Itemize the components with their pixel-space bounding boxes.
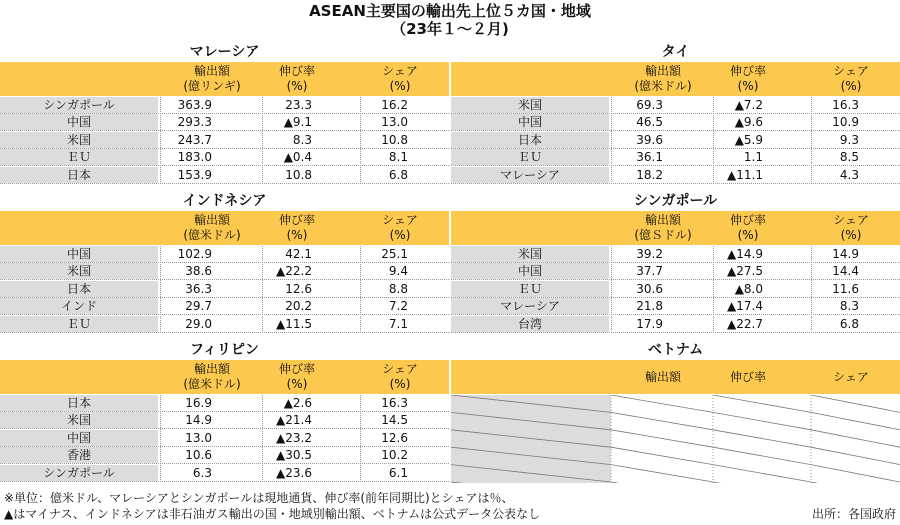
column-header: 輸出額 (億米ドル) [183, 213, 241, 242]
cell-value: 37.7 [636, 264, 663, 279]
cell-share: 8.1 [388, 150, 408, 165]
cell-value: 363.9 [177, 98, 212, 112]
row-label: 中国 [451, 263, 609, 279]
cell-share: 14.5 [381, 413, 408, 428]
cell-growth: ▲0.4 [283, 150, 312, 165]
column-header: 輸出額 (億米ドル) [634, 64, 692, 93]
footnote-line-1: ※単位：億米ドル、マレーシアとシンガポールは現地通貨、伸び率(前年同期比)とシェアは％、 [4, 491, 514, 505]
section-table [451, 193, 900, 338]
cell-growth: ▲11.1 [727, 167, 763, 182]
row-label: 中国 [0, 246, 158, 262]
table-row [0, 430, 449, 447]
column-divider [811, 97, 812, 184]
column-header: シェア [833, 370, 869, 384]
column-header: シェア (%) [833, 213, 869, 242]
row-label: ＥＵ [0, 149, 158, 165]
column-header: 伸び率 (%) [278, 213, 315, 242]
table-row [451, 298, 900, 315]
column-header: 伸び率 (%) [729, 64, 766, 93]
cell-growth: ▲14.9 [727, 247, 763, 261]
row-divider [0, 332, 449, 333]
cell-share: 10.9 [832, 115, 859, 130]
row-label: 米国 [451, 97, 609, 113]
hatch-cell [713, 395, 811, 483]
section-table [0, 342, 449, 487]
cell-value: 153.9 [177, 167, 212, 182]
table-header [0, 211, 449, 245]
table-row [451, 246, 900, 263]
row-label: シンガポール [0, 465, 158, 481]
cell-share: 6.8 [839, 316, 859, 331]
cell-share: 7.2 [388, 299, 408, 314]
cell-share: 14.4 [832, 264, 859, 279]
cell-growth: ▲22.2 [276, 264, 312, 279]
table-row [0, 97, 449, 114]
cell-value: 39.2 [636, 247, 663, 261]
table-header [451, 211, 900, 245]
section-title: マレーシア [189, 44, 260, 60]
cell-value: 36.1 [636, 150, 663, 165]
cell-share: 16.3 [381, 396, 408, 410]
cell-share: 11.6 [832, 281, 859, 296]
column-divider [713, 97, 714, 184]
row-divider [451, 183, 900, 184]
row-label: 日本 [451, 132, 609, 148]
cell-value: 13.0 [185, 430, 212, 445]
cell-growth: ▲27.5 [727, 264, 763, 279]
table-header [0, 62, 449, 96]
table-row [0, 263, 449, 280]
no-data-hatch [451, 395, 900, 483]
column-divider [360, 246, 361, 333]
cell-share: 4.3 [839, 167, 859, 182]
cell-value: 14.9 [185, 413, 212, 428]
row-label: ＥＵ [0, 316, 158, 332]
table-row [451, 167, 900, 184]
hatch-cell [611, 395, 713, 483]
cell-share: 8.5 [839, 150, 859, 165]
cell-value: 102.9 [177, 247, 212, 261]
cell-growth: ▲23.2 [276, 430, 312, 445]
column-divider [611, 246, 612, 333]
cell-growth: 42.1 [285, 247, 312, 261]
table-row [0, 114, 449, 131]
section-title: フィリピン [190, 342, 259, 358]
cell-value: 17.9 [636, 316, 663, 331]
section-title: タイ [661, 44, 690, 60]
table-header [0, 360, 449, 394]
table-row [0, 447, 449, 464]
row-label: シンガポール [0, 97, 158, 113]
column-divider [360, 395, 361, 482]
row-label: 日本 [0, 395, 158, 411]
section-table [0, 44, 449, 189]
column-divider [160, 395, 161, 482]
cell-growth: 23.3 [285, 98, 312, 112]
cell-growth: ▲7.2 [734, 98, 763, 112]
table-row [451, 97, 900, 114]
table-row [0, 149, 449, 166]
cell-growth: ▲9.6 [734, 115, 763, 130]
cell-share: 16.3 [832, 98, 859, 112]
cell-growth: ▲17.4 [727, 299, 763, 314]
cell-share: 10.8 [381, 132, 408, 147]
column-header: 伸び率 (%) [729, 213, 766, 242]
cell-growth: ▲9.1 [283, 115, 312, 130]
column-divider [160, 246, 161, 333]
column-header: 伸び率 [729, 370, 766, 384]
column-header: シェア (%) [382, 213, 418, 242]
cell-growth: ▲2.6 [283, 396, 312, 410]
cell-value: 10.6 [185, 448, 212, 463]
cell-growth: ▲5.9 [734, 132, 763, 147]
row-label: 香港 [0, 447, 158, 463]
cell-share: 25.1 [381, 247, 408, 261]
cell-value: 36.3 [185, 281, 212, 296]
row-label: 米国 [0, 412, 158, 428]
section-title: シンガポール [633, 193, 718, 209]
row-label: 米国 [451, 246, 609, 262]
cell-share: 7.1 [388, 316, 408, 331]
cell-value: 29.7 [185, 299, 212, 314]
cell-value: 21.8 [636, 299, 663, 314]
cell-value: 69.3 [636, 98, 663, 112]
table-row [451, 263, 900, 280]
cell-growth: ▲8.0 [734, 281, 763, 296]
title-line-2: （23年１～２月) [391, 20, 509, 38]
column-divider [160, 97, 161, 184]
cell-growth: ▲22.7 [727, 316, 763, 331]
table-row [451, 149, 900, 166]
column-header: シェア (%) [382, 362, 418, 391]
cell-growth: ▲30.5 [276, 448, 312, 463]
cell-share: 6.8 [388, 167, 408, 182]
cell-share: 14.9 [832, 247, 859, 261]
source-note: 出所：各国政府 [811, 507, 896, 521]
table-row [0, 412, 449, 429]
title-line-1: ASEAN主要国の輸出先上位５カ国・地域 [309, 2, 591, 20]
column-header: シェア (%) [382, 64, 418, 93]
cell-value: 38.6 [185, 264, 212, 279]
cell-value: 18.2 [636, 167, 663, 182]
table-row [0, 246, 449, 263]
cell-value: 183.0 [177, 150, 212, 165]
column-divider [713, 246, 714, 333]
cell-share: 8.3 [839, 299, 859, 314]
cell-growth: 1.1 [743, 150, 763, 165]
hatch-cell [451, 395, 611, 483]
cell-value: 6.3 [192, 465, 212, 480]
cell-share: 16.2 [381, 98, 408, 112]
row-label: 米国 [0, 132, 158, 148]
section-title: インドネシア [182, 193, 267, 209]
table-row [451, 114, 900, 131]
row-label: 中国 [0, 430, 158, 446]
cell-share: 9.3 [839, 132, 859, 147]
table-row [451, 316, 900, 333]
cell-value: 30.6 [636, 281, 663, 296]
table-row [0, 395, 449, 412]
table-row [451, 132, 900, 149]
column-divider [611, 97, 612, 184]
column-header: 伸び率 (%) [278, 362, 315, 391]
cell-growth: ▲21.4 [276, 413, 312, 428]
table-header [451, 360, 900, 394]
table-row [451, 281, 900, 298]
column-divider [262, 395, 263, 482]
row-divider [451, 332, 900, 333]
column-header: 輸出額 (億リンギ) [183, 64, 241, 93]
row-label: マレーシア [451, 298, 609, 314]
column-header: 伸び率 (%) [278, 64, 315, 93]
column-header: 輸出額 (億Ｓドル) [634, 213, 692, 242]
section-table [451, 44, 900, 189]
cell-share: 8.8 [388, 281, 408, 296]
cell-value: 243.7 [177, 132, 212, 147]
row-label: 米国 [0, 263, 158, 279]
cell-growth: ▲23.6 [276, 465, 312, 480]
column-divider [262, 97, 263, 184]
cell-value: 293.3 [177, 115, 212, 130]
hatch-cell [811, 395, 900, 483]
table-row [0, 132, 449, 149]
table-row [0, 281, 449, 298]
column-header: 輸出額 (億米ドル) [183, 362, 241, 391]
row-label: 日本 [0, 281, 158, 297]
row-label: ＥＵ [451, 281, 609, 297]
column-divider [360, 97, 361, 184]
column-divider [262, 246, 263, 333]
cell-value: 16.9 [185, 396, 212, 410]
row-label: 中国 [451, 114, 609, 130]
column-header: シェア (%) [833, 64, 869, 93]
chart-title [0, 2, 900, 38]
cell-growth: 12.6 [285, 281, 312, 296]
cell-share: 10.2 [381, 448, 408, 463]
footnote-line-2: ▲はマイナス、インドネシアは非石油ガス輸出の国・地域別輸出額、ベトナムは公式データ公表なし [4, 507, 541, 521]
cell-share: 9.4 [388, 264, 408, 279]
cell-value: 46.5 [636, 115, 663, 130]
cell-growth: 10.8 [285, 167, 312, 182]
row-divider [0, 481, 449, 482]
section-title: ベトナム [647, 342, 704, 358]
cell-growth: 8.3 [292, 132, 312, 147]
row-label: 日本 [0, 167, 158, 183]
column-divider [811, 246, 812, 333]
table-row [0, 465, 449, 482]
column-header: 輸出額 [644, 370, 681, 384]
cell-share: 6.1 [388, 465, 408, 480]
cell-growth: 20.2 [285, 299, 312, 314]
row-divider [0, 183, 449, 184]
row-label: ＥＵ [451, 149, 609, 165]
section-table [451, 342, 900, 487]
row-label: インド [0, 298, 158, 314]
section-table [0, 193, 449, 338]
cell-value: 29.0 [185, 316, 212, 331]
table-row [0, 298, 449, 315]
cell-share: 13.0 [381, 115, 408, 130]
row-label: マレーシア [451, 167, 609, 183]
table-header [451, 62, 900, 96]
cell-growth: ▲11.5 [276, 316, 312, 331]
row-label: 台湾 [451, 316, 609, 332]
cell-share: 12.6 [381, 430, 408, 445]
table-row [0, 316, 449, 333]
row-label: 中国 [0, 114, 158, 130]
cell-value: 39.6 [636, 132, 663, 147]
table-row [0, 167, 449, 184]
